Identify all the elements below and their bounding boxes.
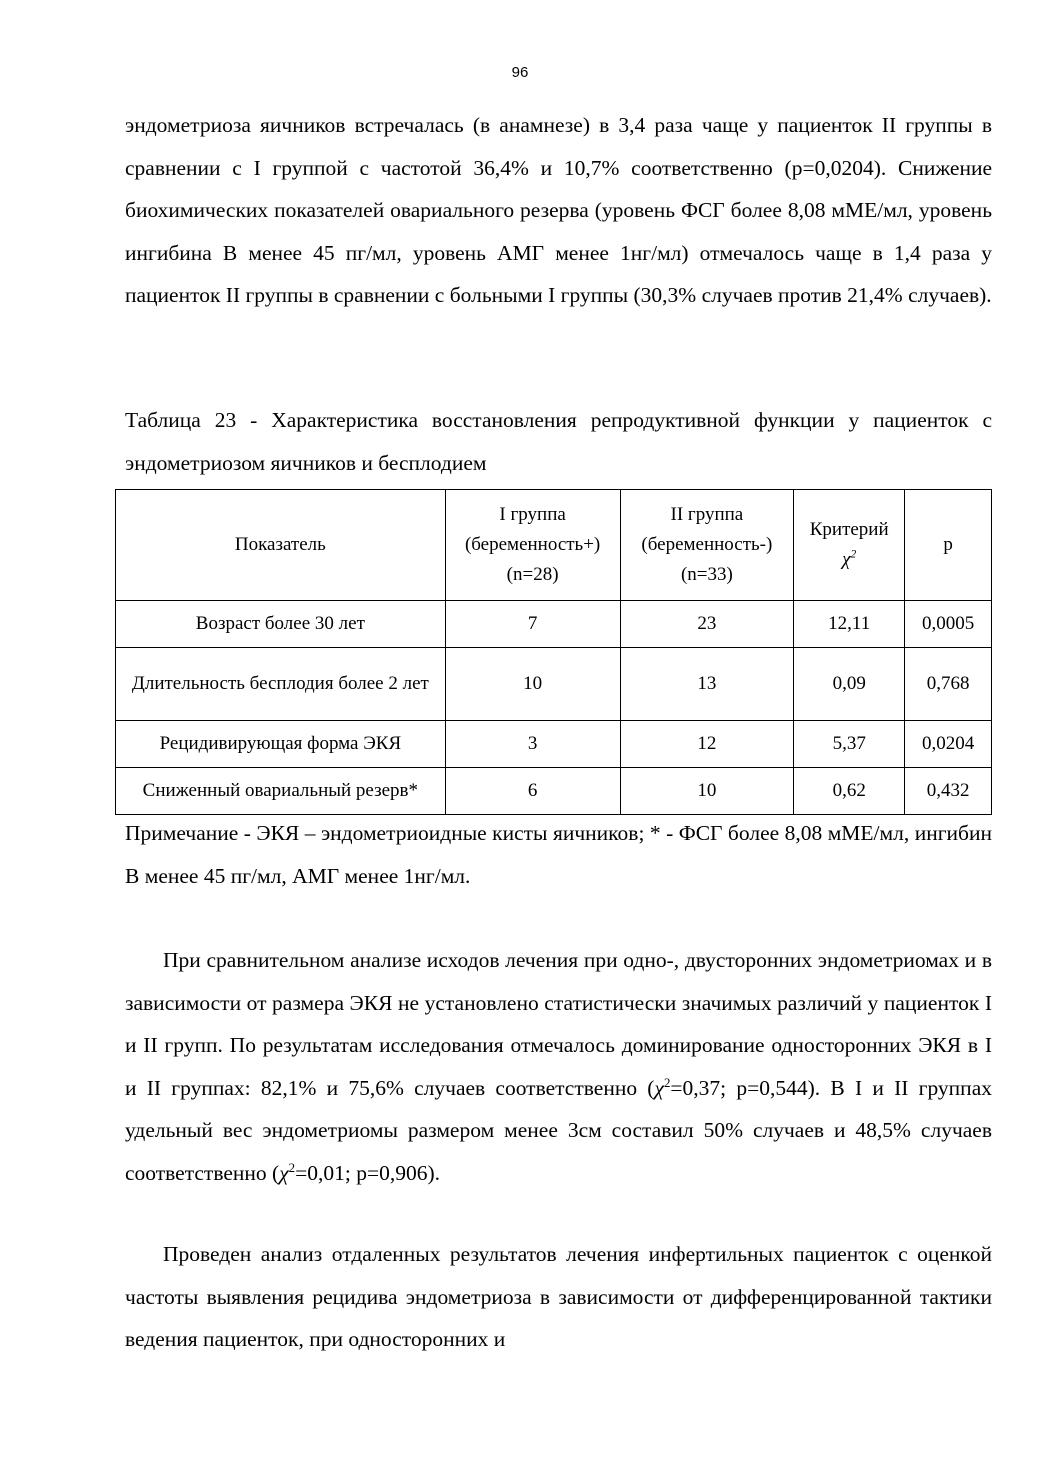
table-row: [116, 601, 992, 648]
chi-symbol: χ: [654, 1075, 664, 1100]
cell-group2: 12: [620, 721, 794, 768]
cell-group2: 23: [620, 601, 794, 648]
table-row: [116, 768, 992, 815]
cell-indicator: Сниженный овариальный резерв*: [116, 768, 446, 815]
table-caption: Таблица 23 - Характеристика восстановления репродуктивной функции у пациенток с эндометриозом яичников и бесплодием: [125, 408, 992, 475]
header-group2-n: (n=33): [680, 564, 733, 585]
cell-p: 0,0005: [905, 601, 992, 648]
header-group1: [445, 490, 620, 601]
table-row: [116, 721, 992, 768]
cell-indicator: Рецидивирующая форма ЭКЯ: [116, 721, 446, 768]
cell-chi2: 12,11: [794, 601, 905, 648]
cell-p: 0,432: [905, 768, 992, 815]
header-group2: [620, 490, 794, 601]
cell-chi2: 0,09: [794, 648, 905, 721]
cell-group1: 7: [445, 601, 620, 648]
paragraph-comparative-analysis: [125, 939, 992, 1194]
header-criterion-label: Критерий: [809, 519, 889, 540]
cell-p: 0,768: [905, 648, 992, 721]
chi-symbol: χ: [279, 1160, 289, 1185]
cell-group2: 10: [620, 768, 794, 815]
header-group2-condition: (беременность-): [641, 534, 773, 555]
page-number: 96: [511, 64, 529, 81]
paragraph-long-term-results: Проведен анализ отдаленных результатов лечения инфертильных пациенток с оценкой частоты выявления рецидива эндометриоза в зависимости от дифференцированной тактики ведения пациенток, при односторонних и: [125, 1242, 992, 1351]
header-group1-title: I группа: [499, 504, 566, 525]
header-indicator: Показатель: [116, 490, 446, 601]
cell-p: 0,0204: [905, 721, 992, 768]
cell-group1: 3: [445, 721, 620, 768]
chi-symbol: χ: [842, 549, 851, 570]
header-p: р: [905, 490, 992, 601]
table-header-row: [116, 490, 992, 601]
chi-superscript: 2: [850, 548, 857, 561]
cell-group1: 10: [445, 648, 620, 721]
paragraph-text: =0,37; р=0,544). В I и II группах удельный вес эндометриомы размером менее 3см составил 50% случаев и 48,5% случаев соответственно (: [125, 1075, 992, 1185]
paragraph-text: =0,01; р=0,906).: [295, 1160, 440, 1185]
header-group1-condition: (беременность+): [464, 534, 601, 555]
cell-chi2: 5,37: [794, 721, 905, 768]
chi-superscript: 2: [663, 1075, 671, 1090]
paragraph-text: При сравнительном анализе исходов лечения при одно-, двусторонних эндометриомах и в зависимости от размера ЭКЯ не установлено статистически значимых различий у пациенток I и II групп. По результатам исследования отмечалось доминирование односторонних ЭКЯ в I и II группах: 82,1% и 75,6% случаев соответственно (: [125, 948, 992, 1100]
cell-chi2: 0,62: [794, 768, 905, 815]
header-criterion: [794, 490, 905, 601]
header-group1-n: (n=28): [506, 564, 559, 585]
paragraph-continued: эндометриоза яичников встречалась (в анамнезе) в 3,4 раза чаще у пациенток II группы в сравнении с I группой с частотой 36,4% и 10,7% соответственно (р=0,0204). Снижение биохимических показателей овариального резерва (уровень ФСГ более 8,08 мМЕ/мл, уровень ингибина В менее 45 пг/мл, уровень АМГ менее 1нг/мл) отмечалось чаще в 1,4 раза у пациенток II группы в сравнении с больными I группы (30,3% случаев против 21,4% случаев).: [125, 113, 992, 307]
cell-indicator: Возраст более 30 лет: [116, 601, 446, 648]
header-chi-square: [800, 545, 898, 575]
table-row: [116, 648, 992, 721]
data-table: [115, 489, 992, 815]
chi-superscript: 2: [288, 1160, 296, 1175]
table-note: Примечание - ЭКЯ – эндометриоидные кисты яичников; * - ФСГ более 8,08 мМЕ/мл, ингибин В менее 45 пг/мл, АМГ менее 1нг/мл.: [125, 821, 992, 888]
cell-indicator: Длительность бесплодия более 2 лет: [116, 648, 446, 721]
cell-group2: 13: [620, 648, 794, 721]
header-group2-title: II группа: [670, 504, 744, 525]
cell-group1: 6: [445, 768, 620, 815]
